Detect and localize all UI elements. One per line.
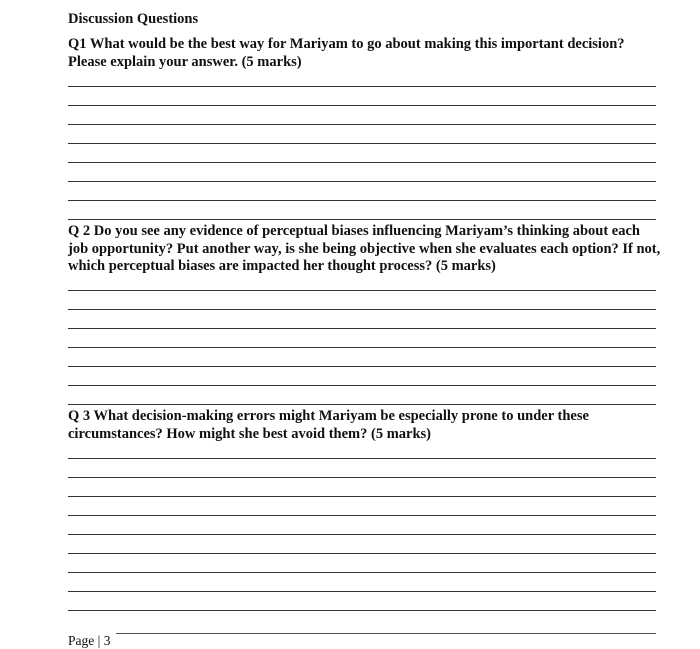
answer-line (68, 309, 656, 310)
answer-line (68, 385, 656, 386)
answer-line (68, 143, 656, 144)
answer-line (68, 553, 656, 554)
answer-line (68, 124, 656, 125)
answer-line (68, 86, 656, 87)
answer-line (68, 200, 656, 201)
answer-line (68, 458, 656, 459)
answer-line (68, 534, 656, 535)
answer-line (68, 219, 656, 220)
answer-line (68, 105, 656, 106)
footer-divider (116, 633, 656, 634)
answer-line (68, 162, 656, 163)
answer-line (68, 347, 656, 348)
answer-line (68, 477, 656, 478)
answer-line (68, 366, 656, 367)
answer-line (68, 591, 656, 592)
answer-line (68, 515, 656, 516)
answer-line (68, 572, 656, 573)
answer-line (68, 404, 656, 405)
page-number: Page | 3 (68, 633, 111, 648)
page-heading: Discussion Questions (68, 11, 199, 27)
answer-line (68, 290, 656, 291)
answer-line (68, 610, 656, 611)
question-3-text: Q 3 What decision-making errors might Mariyam be especially prone to under these circumstances? How might she best avoid them? (5 marks) (68, 408, 589, 442)
answer-line (68, 496, 656, 497)
answer-line (68, 181, 656, 182)
question-1-text: Q1 What would be the best way for Mariyam to go about making this important decision? Please explain your answer. (5 marks) (68, 36, 625, 70)
answer-line (68, 328, 656, 329)
question-2-text: Q 2 Do you see any evidence of perceptual biases influencing Mariyam’s thinking about each job opportunity? Put another way, is she being objective when she evaluates each option? If not, which perceptual biases are impacted her thought process? (5 marks) (68, 223, 661, 274)
